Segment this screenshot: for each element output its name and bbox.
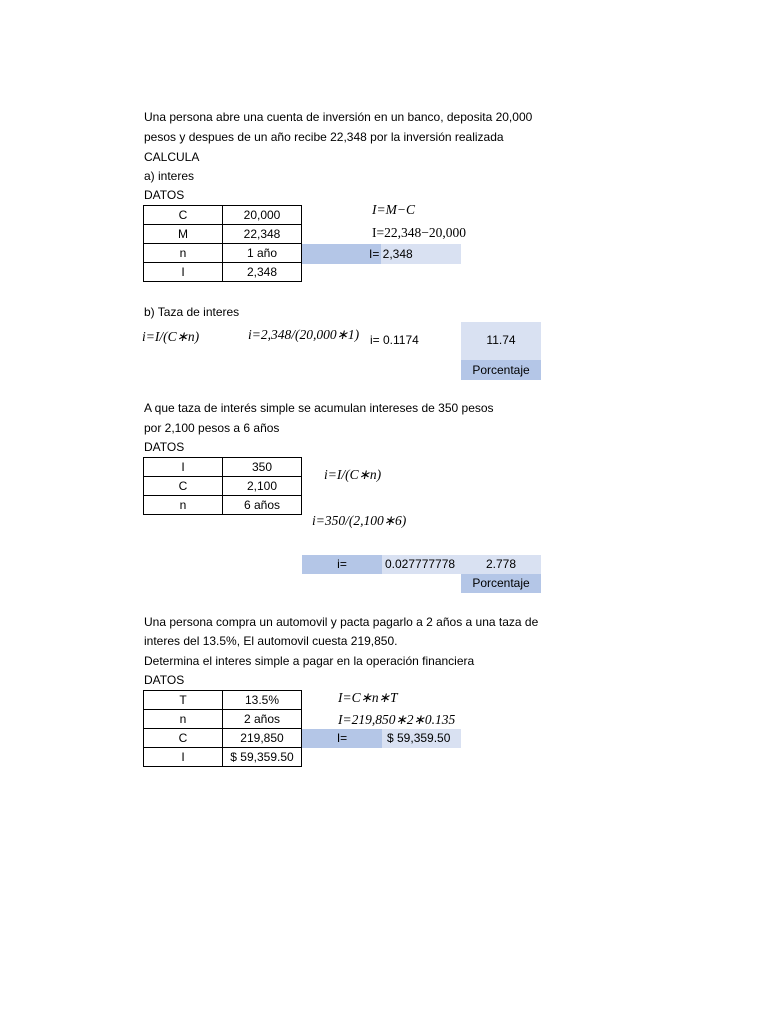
table-key: I (144, 748, 223, 767)
formula-rate-2: i=I/(C∗n) (324, 467, 382, 482)
table-key: C (144, 729, 223, 748)
table-key: M (144, 225, 223, 244)
data-table-3 (143, 690, 302, 767)
formula-rate-substituted: i=2,348/(20,000∗1) (248, 327, 360, 342)
table-row (144, 496, 302, 515)
table-key: I (144, 458, 223, 477)
data-table-1 (143, 205, 302, 282)
formula-interest-definition: I=M−C (372, 202, 415, 217)
table-value: 6 años (223, 496, 302, 515)
interest-value-3: $ 59,359.50 (387, 731, 451, 745)
table-key: n (144, 496, 223, 515)
table-value: 350 (223, 458, 302, 477)
table-value: $ 59,359.50 (223, 748, 302, 767)
table-value: 219,850 (223, 729, 302, 748)
problem3-text-line3: Determina el interes simple a pagar en la operación financiera (144, 654, 475, 668)
rate-label-2: i= (337, 557, 347, 571)
table-value: 1 año (223, 244, 302, 263)
table-row (144, 263, 302, 282)
table-value: 2 años (223, 710, 302, 729)
formula-simple-interest: I=C∗n∗T (338, 690, 398, 705)
table-row (144, 477, 302, 496)
formula-rate-2-substituted: i=350/(2,100∗6) (312, 513, 407, 528)
problem1-text-line2: pesos y despues de un año recibe 22,348 por la inversión realizada (144, 130, 504, 144)
part-b-heading: b) Taza de interes (144, 305, 240, 319)
datos-heading-1: DATOS (144, 188, 185, 202)
part-a-heading: a) interes (144, 169, 195, 183)
table-key: C (144, 477, 223, 496)
calcula-heading: CALCULA (144, 150, 200, 164)
table-row (144, 225, 302, 244)
table-row (144, 691, 302, 710)
formula-rate: i=I/(C∗n) (142, 329, 200, 344)
problem3-text-line2: interes del 13.5%, El automovil cuesta 219,850. (144, 634, 398, 648)
table-row (144, 244, 302, 263)
formula-simple-interest-substituted: I=219,850∗2∗0.135 (338, 712, 456, 727)
table-row (144, 729, 302, 748)
table-row (144, 710, 302, 729)
interest-result: I= 2,348 (369, 247, 413, 261)
table-row (144, 458, 302, 477)
datos-heading-2: DATOS (144, 440, 185, 454)
rate-percent-2: 2.778 (485, 557, 517, 571)
table-value: 2,100 (223, 477, 302, 496)
table-value: 13.5% (223, 691, 302, 710)
table-key: n (144, 244, 223, 263)
rate-percent-value: 11.74 (486, 333, 516, 347)
percent-label-1: Porcentaje (472, 363, 530, 377)
table-value: 20,000 (223, 206, 302, 225)
table-row (144, 206, 302, 225)
table-value: 22,348 (223, 225, 302, 244)
interest-label-3: I= (336, 731, 348, 745)
problem2-text-line2: por 2,100 pesos a 6 años (144, 421, 280, 435)
datos-heading-3: DATOS (144, 673, 185, 687)
table-key: C (144, 206, 223, 225)
problem1-text-line1: Una persona abre una cuenta de inversión en un banco, deposita 20,000 (144, 110, 533, 124)
problem3-text-line1: Una persona compra un automovil y pacta pagarlo a 2 años a una taza de (144, 615, 539, 629)
table-row (144, 748, 302, 767)
table-key: I (144, 263, 223, 282)
table-key: n (144, 710, 223, 729)
problem2-text-line1: A que taza de interés simple se acumulan intereses de 350 pesos (144, 401, 494, 415)
percent-label-2: Porcentaje (472, 576, 530, 590)
table-value: 2,348 (223, 263, 302, 282)
data-table-2 (143, 457, 302, 515)
table-key: T (144, 691, 223, 710)
formula-interest-substituted: I=22,348−20,000 (372, 225, 466, 240)
rate-result: i= 0.1174 (370, 333, 419, 347)
rate-value-2: 0.027777778 (385, 557, 456, 571)
